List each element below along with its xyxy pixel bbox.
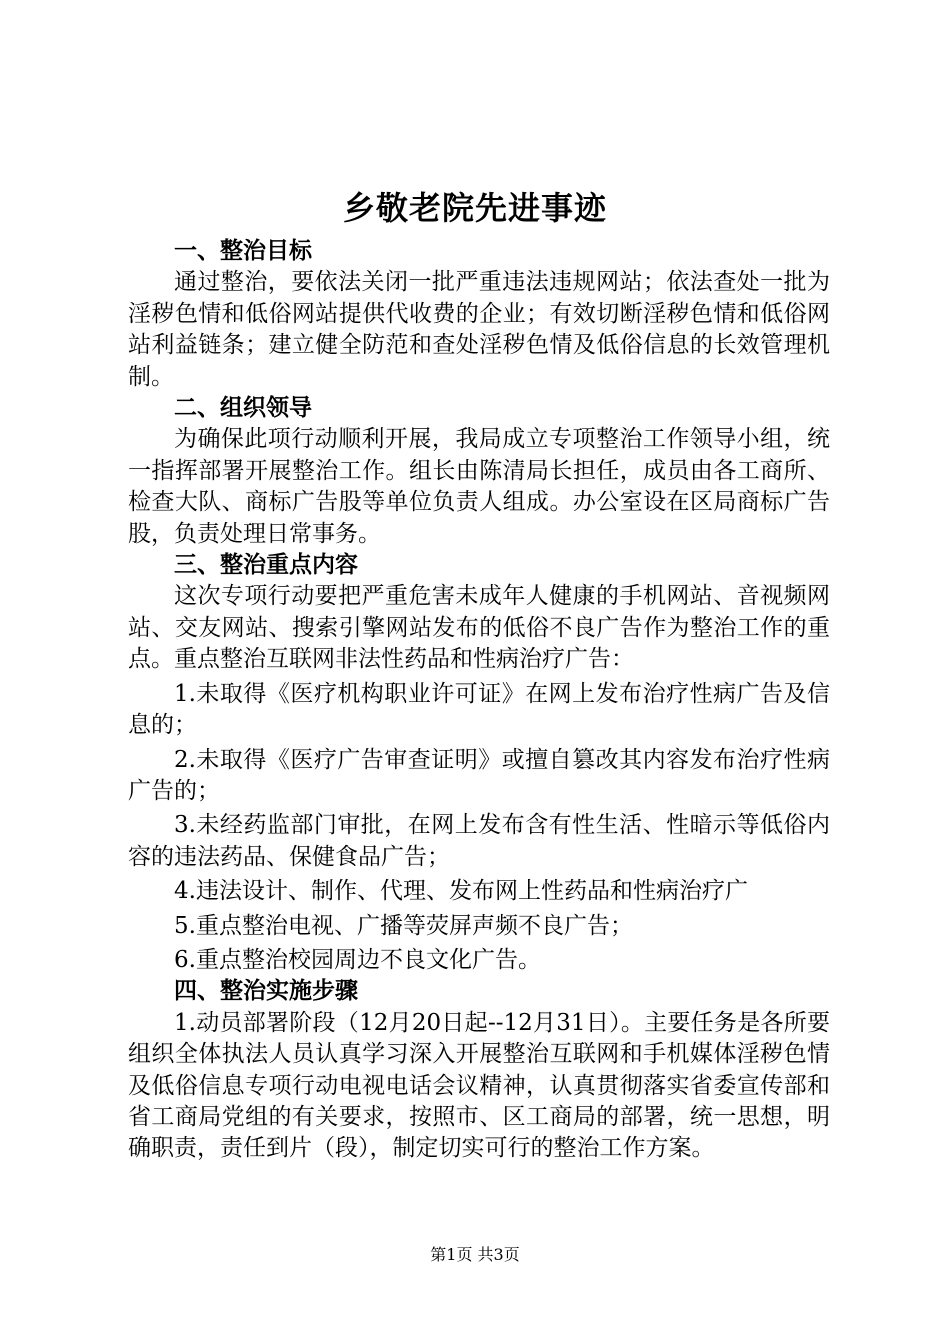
list-item: 3.未经药监部门审批，在网上发布含有性生活、性暗示等低俗内容的违法药品、保健食品广告； bbox=[128, 812, 830, 870]
list-item: 5.重点整治电视、广播等荧屏声频不良广告； bbox=[174, 912, 633, 939]
section-paragraph: 通过整治，要依法关闭一批严重违法违规网站；依法查处一批为淫秽色情和低俗网站提供代收费的企业；有效切断淫秽色情和低俗网站利益链条；建立健全防范和查处淫秽色情及低俗信息的长效管理机制。 bbox=[128, 269, 830, 390]
document-body bbox=[128, 236, 830, 1165]
list-item: 1.未取得《医疗机构职业许可证》在网上发布治疗性病广告及信息的； bbox=[128, 680, 830, 739]
section-paragraph: 为确保此项行动顺利开展，我局成立专项整治工作领导小组，统一指挥部署开展整治工作。组长由陈清局长担任，成员由各工商所、检查大队、商标广告股等单位负责人组成。办公室设在区局商标广告股，负责处理日常事务。 bbox=[128, 426, 830, 547]
section-heading: 一、整治目标 bbox=[174, 238, 312, 264]
section-heading: 二、组织领导 bbox=[174, 395, 312, 422]
list-item: 6.重点整治校园周边不良文化广告。 bbox=[174, 946, 541, 973]
section-paragraph: 1.动员部署阶段（12月20日起--12月31日）。主要任务是各所要组织全体执法人员认真学习深入开展整治互联网和手机媒体淫秽色情及低俗信息专项行动电视电话会议精神，认真贯彻落实省委宣传部和省工商局党组的有关要求，按照市、区工商局的部署，统一思想，明确职责，责任到片（段），制定切实可行的整治工作方案。 bbox=[128, 1009, 830, 1162]
section-heading: 四、整治实施步骤 bbox=[174, 978, 358, 1005]
list-item: 2.未取得《医疗广告审查证明》或擅自篡改其内容发布治疗性病广告的； bbox=[128, 746, 830, 804]
section-paragraph: 这次专项行动要把严重危害未成年人健康的手机网站、音视频网站、交友网站、搜索引擎网站发布的低俗不良广告作为整治工作的重点。重点整治互联网非法性药品和性病治疗广告： bbox=[128, 583, 830, 673]
list-item: 4.违法设计、制作、代理、发布网上性药品和性病治疗广 bbox=[174, 878, 748, 905]
document-title: 乡敬老院先进事迹 bbox=[342, 189, 607, 227]
section-heading: 三、整治重点内容 bbox=[174, 552, 358, 579]
page-footer: 第1页 共3页 bbox=[430, 1245, 520, 1264]
